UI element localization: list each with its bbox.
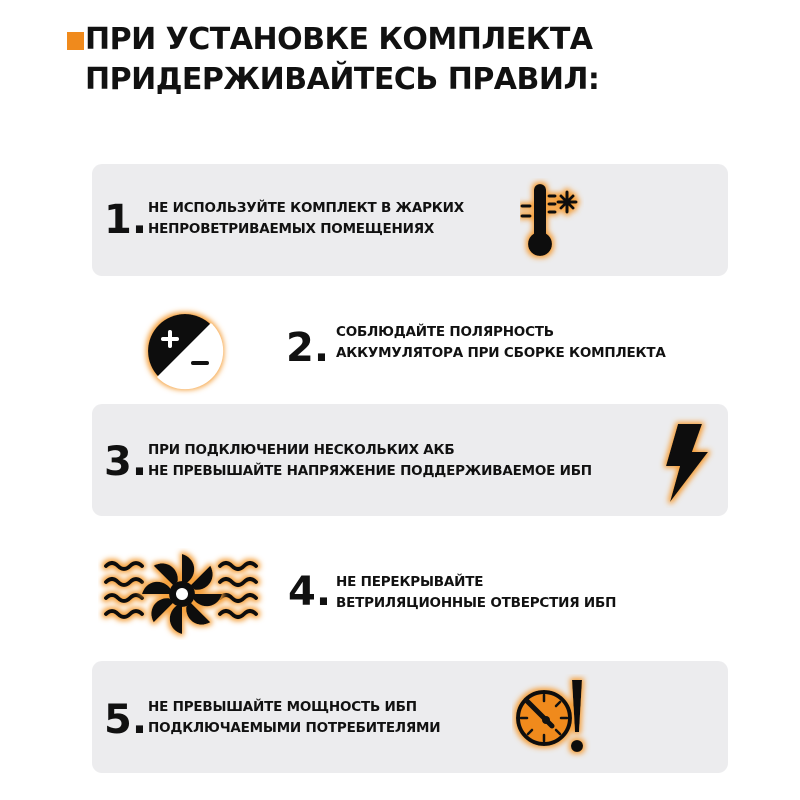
rule-2-line2: АККУМУЛЯТОРА ПРИ СБОРКЕ КОМПЛЕКТА bbox=[336, 345, 666, 361]
rule-4-text bbox=[336, 572, 616, 614]
rule-1-line1: НЕ ИСПОЛЬЗУЙТЕ КОМПЛЕКТ В ЖАРКИХ bbox=[148, 200, 464, 216]
rule-2-number: 2. bbox=[286, 325, 330, 371]
power-warning-icon bbox=[512, 674, 592, 760]
rule-3-text bbox=[148, 440, 592, 482]
rule-5-number: 5. bbox=[104, 697, 148, 743]
rule-1-number: 1. bbox=[104, 197, 148, 243]
heading-accent-bar bbox=[67, 32, 84, 50]
polarity-icon bbox=[140, 306, 230, 396]
rule-1-text bbox=[148, 198, 464, 240]
rule-5-text bbox=[148, 697, 440, 739]
rule-2-text bbox=[336, 322, 666, 364]
rule-5-line1: НЕ ПРЕВЫШАЙТЕ МОЩНОСТЬ ИБП bbox=[148, 699, 417, 715]
fan-airflow-icon bbox=[98, 548, 268, 640]
page-title-line1: ПРИ УСТАНОВКЕ КОМПЛЕКТА bbox=[85, 22, 593, 57]
rule-4-line1: НЕ ПЕРЕКРЫВАЙТЕ bbox=[336, 574, 484, 590]
page-title-line2: ПРИДЕРЖИВАЙТЕСЬ ПРАВИЛ: bbox=[85, 62, 600, 97]
rule-5-line2: ПОДКЛЮЧАЕМЫМИ ПОТРЕБИТЕЛЯМИ bbox=[148, 720, 441, 736]
thermometer-icon bbox=[520, 178, 584, 264]
rule-4-number: 4. bbox=[288, 569, 332, 615]
lightning-icon bbox=[656, 416, 716, 508]
rule-1-line2: НЕПРОВЕТРИВАЕМЫХ ПОМЕЩЕНИЯХ bbox=[148, 221, 435, 237]
rule-3-line1: ПРИ ПОДКЛЮЧЕНИИ НЕСКОЛЬКИХ АКБ bbox=[148, 442, 455, 458]
rule-2-line1: СОБЛЮДАЙТЕ ПОЛЯРНОСТЬ bbox=[336, 324, 554, 340]
rule-3-number: 3. bbox=[104, 439, 148, 485]
page-title bbox=[85, 20, 599, 100]
rule-3-line2: НЕ ПРЕВЫШАЙТЕ НАПРЯЖЕНИЕ ПОДДЕРЖИВАЕМОЕ ИБП bbox=[148, 463, 592, 479]
rule-4-line2: ВЕТРИЛЯЦИОННЫЕ ОТВЕРСТИЯ ИБП bbox=[336, 595, 617, 611]
